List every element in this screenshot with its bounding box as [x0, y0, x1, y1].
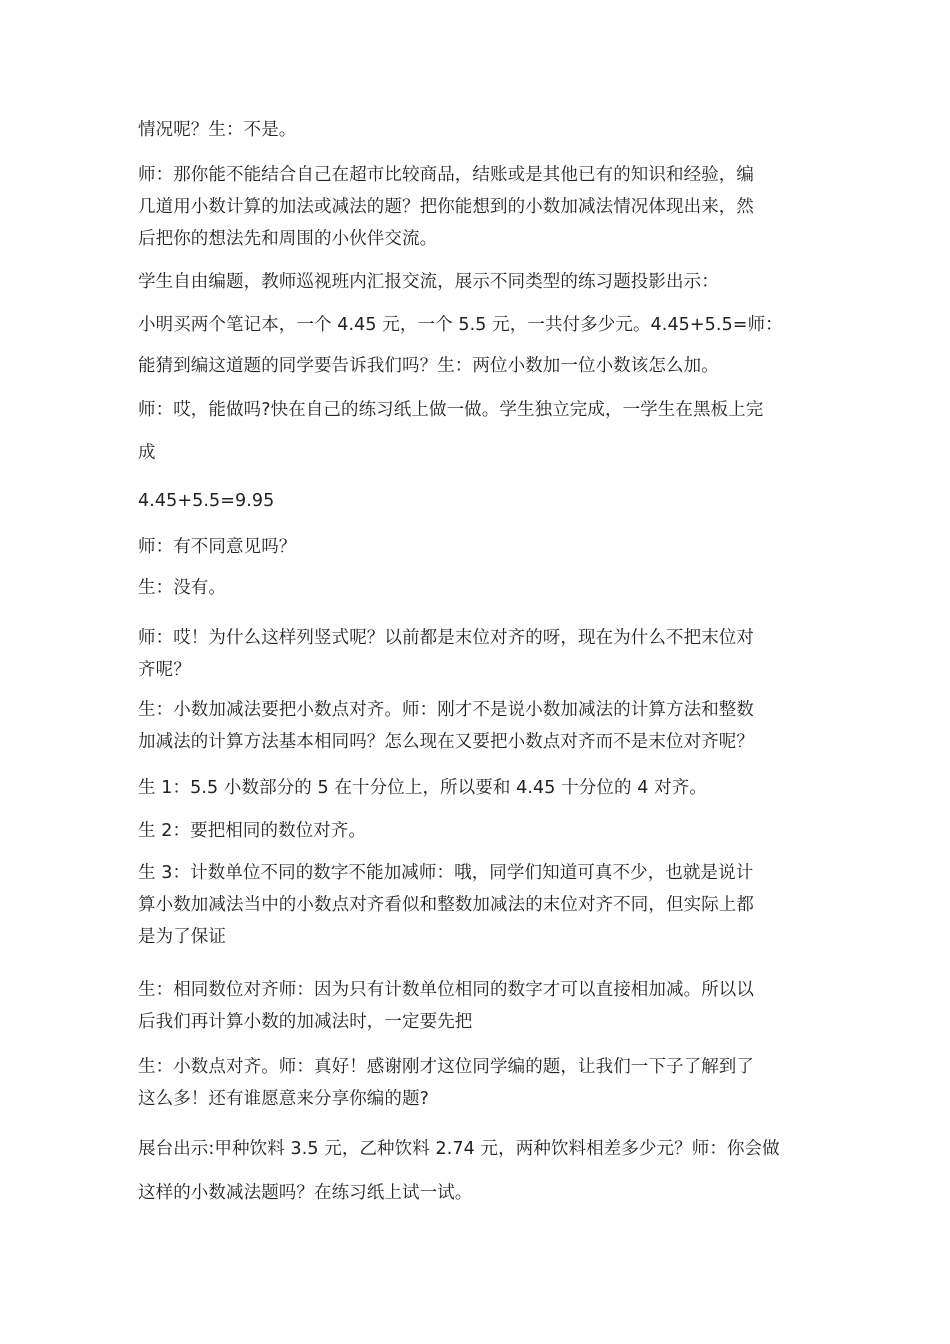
text-line: 生 3：计数单位不同的数字不能加减师：哦，同学们知道可真不少，也就是说计	[138, 863, 754, 883]
text-line: 生 1：5.5 小数部分的 5 在十分位上，所以要和 4.45 十分位的 4 对齐。	[138, 778, 707, 798]
text-line: 这样的小数减法题吗？在练习纸上试一试。	[138, 1183, 473, 1203]
text-line: 这么多！还有谁愿意来分享你编的题?	[138, 1089, 429, 1109]
text-line: 生 2：要把相同的数位对齐。	[138, 821, 367, 841]
text-line: 生：小数加减法要把小数点对齐。师：刚才不是说小数加减法的计算方法和整数	[138, 700, 754, 720]
text-line: 几道用小数计算的加法或减法的题？把你能想到的小数加减法情况体现出来，然	[138, 197, 754, 217]
text-line: 后我们再计算小数的加减法时，一定要先把	[138, 1012, 473, 1032]
text-line: 学生自由编题，教师巡视班内汇报交流，展示不同类型的练习题投影出示：	[138, 272, 719, 292]
paragraph	[138, 622, 818, 686]
paragraph	[138, 1051, 818, 1115]
text-line: 加减法的计算方法基本相同吗？怎么现在又要把小数点对齐而不是末位对齐呢？	[138, 732, 754, 752]
text-line: 师：哎！为什么这样列竖式呢？以前都是末位对齐的呀，现在为什么不把末位对	[138, 628, 754, 648]
text-line: 能猜到编这道题的同学要告诉我们吗？生：两位小数加一位小数该怎么加。	[138, 356, 719, 376]
text-line: 齐呢？	[138, 660, 191, 680]
paragraph	[138, 309, 818, 341]
paragraph	[138, 1133, 818, 1165]
paragraph	[138, 159, 818, 255]
paragraph	[138, 857, 818, 953]
paragraph	[138, 572, 818, 604]
paragraph	[138, 694, 818, 758]
text-line: 是为了保证	[138, 927, 226, 947]
text-line: 成	[138, 443, 156, 463]
text-line: 生：没有。	[138, 578, 226, 598]
text-line: 生：相同数位对齐师：因为只有计数单位相同的数字才可以直接相加减。所以以	[138, 980, 754, 1000]
text-line: 情况呢？生：不是。	[138, 120, 297, 140]
text-line: 4.45+5.5=9.95	[138, 491, 275, 511]
text-line: 算小数加减法当中的小数点对齐看似和整数加减法的末位对齐不同，但实际上都	[138, 895, 754, 915]
paragraph	[138, 394, 818, 426]
paragraph	[138, 1177, 818, 1209]
text-line: 师：那你能不能结合自己在超市比较商品，结账或是其他已有的知识和经验，编	[138, 165, 754, 185]
text-line: 生：小数点对齐。师：真好！感谢刚才这位同学编的题，让我们一下子了解到了	[138, 1057, 754, 1077]
paragraph	[138, 815, 818, 847]
paragraph	[138, 437, 818, 469]
text-line: 小明买两个笔记本，一个 4.45 元，一个 5.5 元，一共付多少元。4.45+5.5=师：	[138, 315, 783, 335]
text-line: 展台出示:甲种饮料 3.5 元，乙种饮料 2.74 元，两种饮料相差多少元？师：你会做	[138, 1139, 780, 1159]
text-line: 后把你的想法先和周围的小伙伴交流。	[138, 229, 438, 249]
paragraph	[138, 485, 818, 517]
paragraph	[138, 772, 818, 804]
paragraph	[138, 114, 818, 146]
paragraph	[138, 266, 818, 298]
text-line: 师：哎，能做吗?快在自己的练习纸上做一做。学生独立完成，一学生在黑板上完	[138, 400, 764, 420]
paragraph	[138, 974, 818, 1038]
paragraph	[138, 531, 818, 563]
text-line: 师：有不同意见吗？	[138, 537, 297, 557]
paragraph	[138, 350, 818, 382]
